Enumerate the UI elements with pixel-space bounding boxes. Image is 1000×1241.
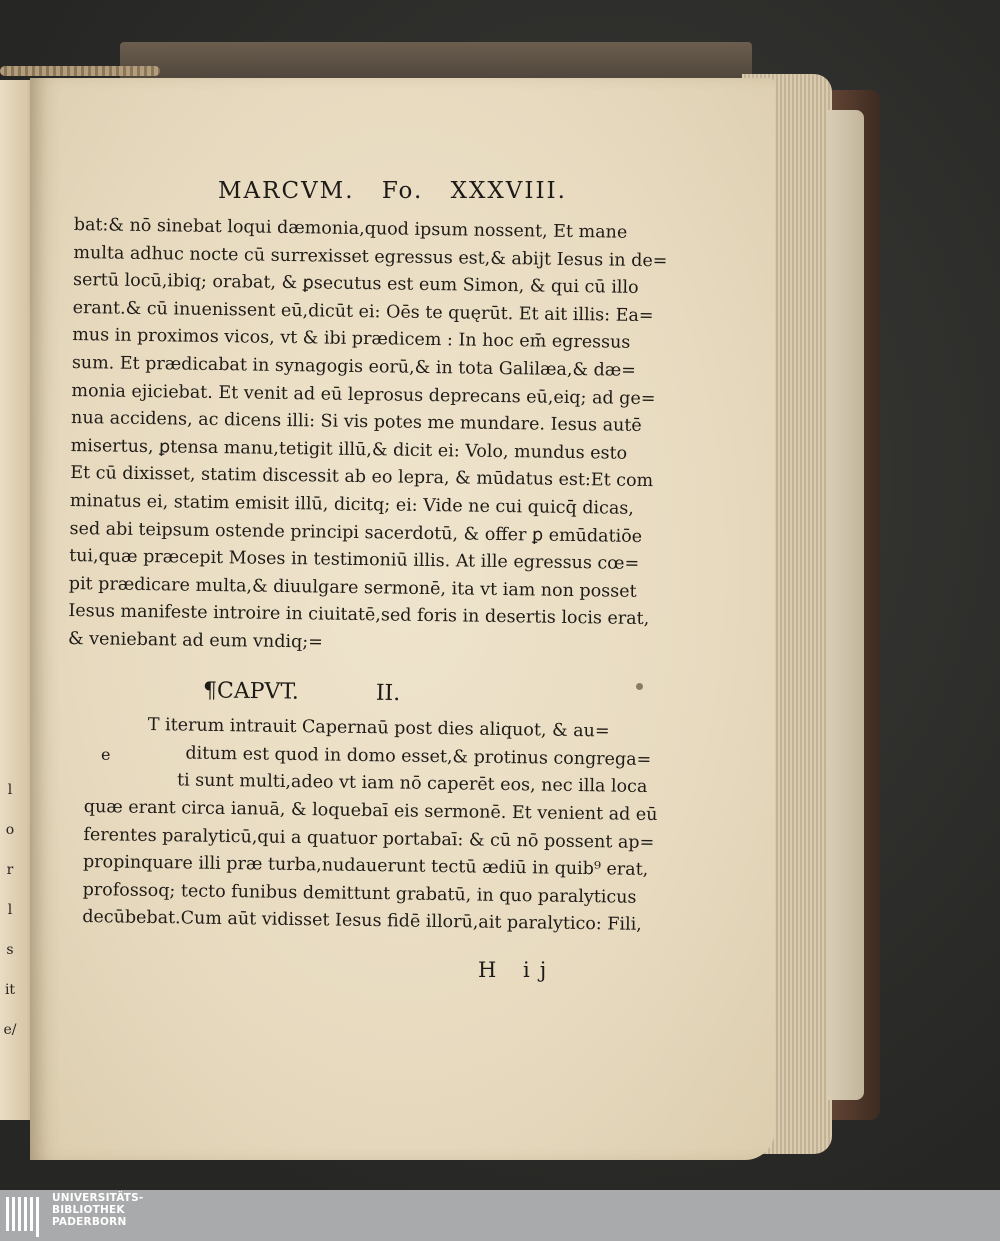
text-line: & veniebant ad eum vndiq;= <box>67 628 323 653</box>
text-line: nua accidens, ac dicens illi: Si vis potes me mundare. Iesus autē <box>70 408 642 437</box>
text-line: Iesus manifeste introire in ciuitatē,sed foris in desertis locis erat, <box>68 601 650 630</box>
text-line: profossoq; tecto funibus demittunt grabatū, in quo paralyticus <box>82 879 637 908</box>
signature-mark: H ij <box>478 958 557 982</box>
text-line: minatus ei, statim emisit illū, dicitq; ei: Vide ne cui quicq̄ dicas, <box>69 490 635 519</box>
text-line: ti sunt multi,adeo vt iam nō caperēt eos, nec illa loca <box>176 770 648 798</box>
left-letter: e/ <box>3 1022 17 1038</box>
text-line: tui,quæ præcepit Moses in testimoniū illis. At ille egressus cœ= <box>69 546 640 575</box>
library-name-line1: UNIVERSITÄTS- <box>52 1192 144 1204</box>
running-head-book: MARCVM. <box>218 178 355 204</box>
text-line: sed abi teipsum ostende principi sacerdotū, & offer ꝑ emūdatiōe <box>69 518 643 547</box>
left-letter: l <box>7 782 13 798</box>
left-letter: l <box>7 902 13 918</box>
page-fore-edge-back <box>828 110 864 1100</box>
library-name-line3: PADERBORN <box>52 1215 127 1228</box>
text-line: quæ erant circa ianuā, & loquebaī eis sermonē. Et venient ad eū <box>83 796 658 826</box>
paragraph-1 <box>67 212 668 661</box>
left-page-edge <box>0 80 34 1120</box>
paragraph-3 <box>82 794 658 939</box>
chapter-number: II. <box>375 680 401 707</box>
library-name-line2: BIBLIOTHEK <box>52 1203 125 1216</box>
book-cover-top <box>120 42 752 82</box>
text-line: sum. Et prædicabat in synagogis eorū,& in tota Galilæa,& dæ= <box>71 352 637 381</box>
running-head-folio-number: XXXVIII. <box>450 178 567 204</box>
running-head <box>218 178 578 204</box>
chapter-label: ¶CAPVT. <box>202 678 300 705</box>
text-line: T iterum intrauit Capernaū post dies aliquot, & au= <box>147 714 610 742</box>
library-footer-bar <box>0 1190 1000 1241</box>
text-line: sertū locū,ibiq; orabat, & ꝑsecutus est eum Simon, & qui cū illo <box>72 270 639 299</box>
left-page-letters <box>0 770 20 1050</box>
text-line: multa adhuc nocte cū surrexisset egressus est,& abijt Iesus in de= <box>73 242 668 271</box>
text-line: ferentes paralyticū,qui a quatuor portabaī: & cū nō possent ap= <box>83 824 655 853</box>
text-line: pit prædicare multa,& diuulgare sermonē, ita vt iam non posset <box>68 573 637 602</box>
binding-cord <box>0 66 160 76</box>
text-line: misertus, ꝑtensa manu,tetigit illū,& dicit ei: Volo, mundus esto <box>70 435 628 464</box>
text-line: mus in proximos vicos, vt & ibi prædicem : In hoc em̄ egressus <box>72 325 631 354</box>
library-name <box>52 1193 143 1228</box>
left-letter: it <box>4 982 16 998</box>
text-line: ditum est quod in domo esset,& protinus congrega= <box>185 743 652 770</box>
paragraph-2 <box>147 712 652 801</box>
library-logo-icon <box>4 1193 44 1237</box>
running-head-folio-label: Fo. <box>381 178 424 204</box>
left-letter: r <box>6 862 14 878</box>
page-spot <box>636 683 643 690</box>
left-letter: o <box>5 822 15 838</box>
text-line: propinquare illi præ turba,nudauerunt tectū ædiū in quib⁹ erat, <box>82 852 649 881</box>
left-letter: s <box>6 942 14 958</box>
text-line: monia ejiciebat. Et venit ad eū leprosus deprecans eū,eiq; ad ge= <box>71 380 656 409</box>
chapter-heading <box>203 678 443 706</box>
text-line: erant.& cū inuenissent eū,dicūt ei: Oēs te quęrūt. Et ait illis: Ea= <box>72 297 654 326</box>
text-line: decūbebat.Cum aūt vidisset Iesus fidē illorū,ait paralytico: Fili, <box>82 907 642 936</box>
text-line: bat:& nō sinebat loqui dæmonia,quod ipsum nossent, Et mane <box>73 214 628 243</box>
text-line: Et cū dixisset, statim discessit ab eo lepra, & mūdatus est:Et com <box>70 463 654 492</box>
guide-letter: e <box>101 745 111 764</box>
